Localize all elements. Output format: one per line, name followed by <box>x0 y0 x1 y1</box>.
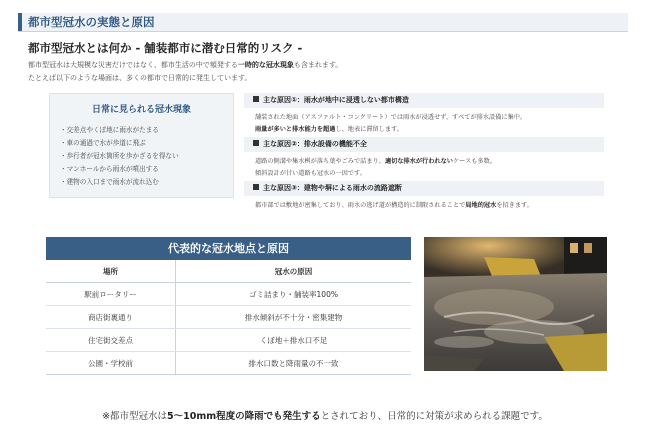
intro-line-1: 都市型冠水は大規模な災害だけではなく、都市生活の中で頻発する一時的な冠水現象も含まれます。 <box>28 61 343 69</box>
table-cell-place: 住宅街交差点 <box>46 329 176 352</box>
table-row <box>46 283 411 306</box>
table-title: 代表的な冠水地点と原因 <box>46 237 411 260</box>
square-bullet-icon <box>253 184 259 190</box>
table-cell-cause: 排水口数と降雨量の不一致 <box>176 352 411 375</box>
list-item: ・建物の入口まで雨水が流れ込む <box>60 178 159 186</box>
list-item: ・車の通過で水が歩道に飛ぶ <box>60 139 146 147</box>
cause-2-heading: 主な原因②：排水設備の機能不全 <box>244 137 604 152</box>
flooded-street-photo <box>424 237 607 371</box>
locations-table <box>46 260 411 375</box>
list-item: ・歩行者が冠水箇所を歩かざるを得ない <box>60 152 179 160</box>
cause-1-heading: 主な原因①：雨水が地中に浸透しない都市構造 <box>244 93 604 108</box>
cause-1-line-2: 雨量が多いと排水能力を超過し、地表に滞留します。 <box>255 126 404 133</box>
section-title: 都市型冠水の実態と原因 <box>28 15 155 29</box>
table-row <box>46 329 411 352</box>
common-phenomena-title: 日常に見られる冠水現象 <box>91 105 191 115</box>
intro-line-2: たとえば以下のような場面は、多くの都市で日常的に発生しています。 <box>28 74 252 82</box>
column-header-cause: 冠水の原因 <box>176 260 411 283</box>
table-header-row <box>46 260 411 283</box>
cause-3-line-1: 都市部では敷地が密集しており、雨水の逃げ道が構造的に制限されることで局地的冠水を招きます。 <box>255 202 533 209</box>
cause-3-heading: 主な原因③：建物や塀による雨水の流路遮断 <box>244 181 604 196</box>
list-item: ・交差点やくぼ地に雨水がたまる <box>60 126 159 134</box>
column-header-place: 場所 <box>46 260 176 283</box>
section-header-accent <box>18 13 22 31</box>
common-phenomena-box <box>49 93 234 198</box>
square-bullet-icon <box>253 140 259 146</box>
cause-1-line-1: 舗装された地面（アスファルト・コンクリート）では雨水が浸透せず、すべてが排水設備に集中。 <box>255 114 527 121</box>
footnote: ※都市型冠水は5〜10mm程度の降雨でも発生するとされており、日常的に対策が求められる課題です。 <box>102 411 548 422</box>
cause-2-line-2: 傾斜設計が甘い道路も冠水の一因です。 <box>255 170 366 177</box>
page-subtitle: 都市型冠水とは何か - 舗装都市に潜む日常的リスク - <box>28 41 303 55</box>
table-cell-cause: くぼ地＋排水口不足 <box>176 329 411 352</box>
table-row <box>46 352 411 375</box>
divider <box>18 31 628 32</box>
list-item: ・マンホールから雨水が噴出する <box>60 165 159 173</box>
cause-2-line-1: 道路の側溝や集水桝が落ち葉やごみで詰まり、適切な排水が行われないケースも多数。 <box>255 158 497 165</box>
table-row <box>46 306 411 329</box>
table-cell-cause: 排水傾斜が不十分・密集建物 <box>176 306 411 329</box>
square-bullet-icon <box>253 96 259 102</box>
table-cell-cause: ゴミ詰まり・舗装率100% <box>176 283 411 306</box>
table-cell-place: 公園・学校前 <box>46 352 176 375</box>
table-cell-place: 商店街裏通り <box>46 306 176 329</box>
table-cell-place: 駅前ロータリー <box>46 283 176 306</box>
